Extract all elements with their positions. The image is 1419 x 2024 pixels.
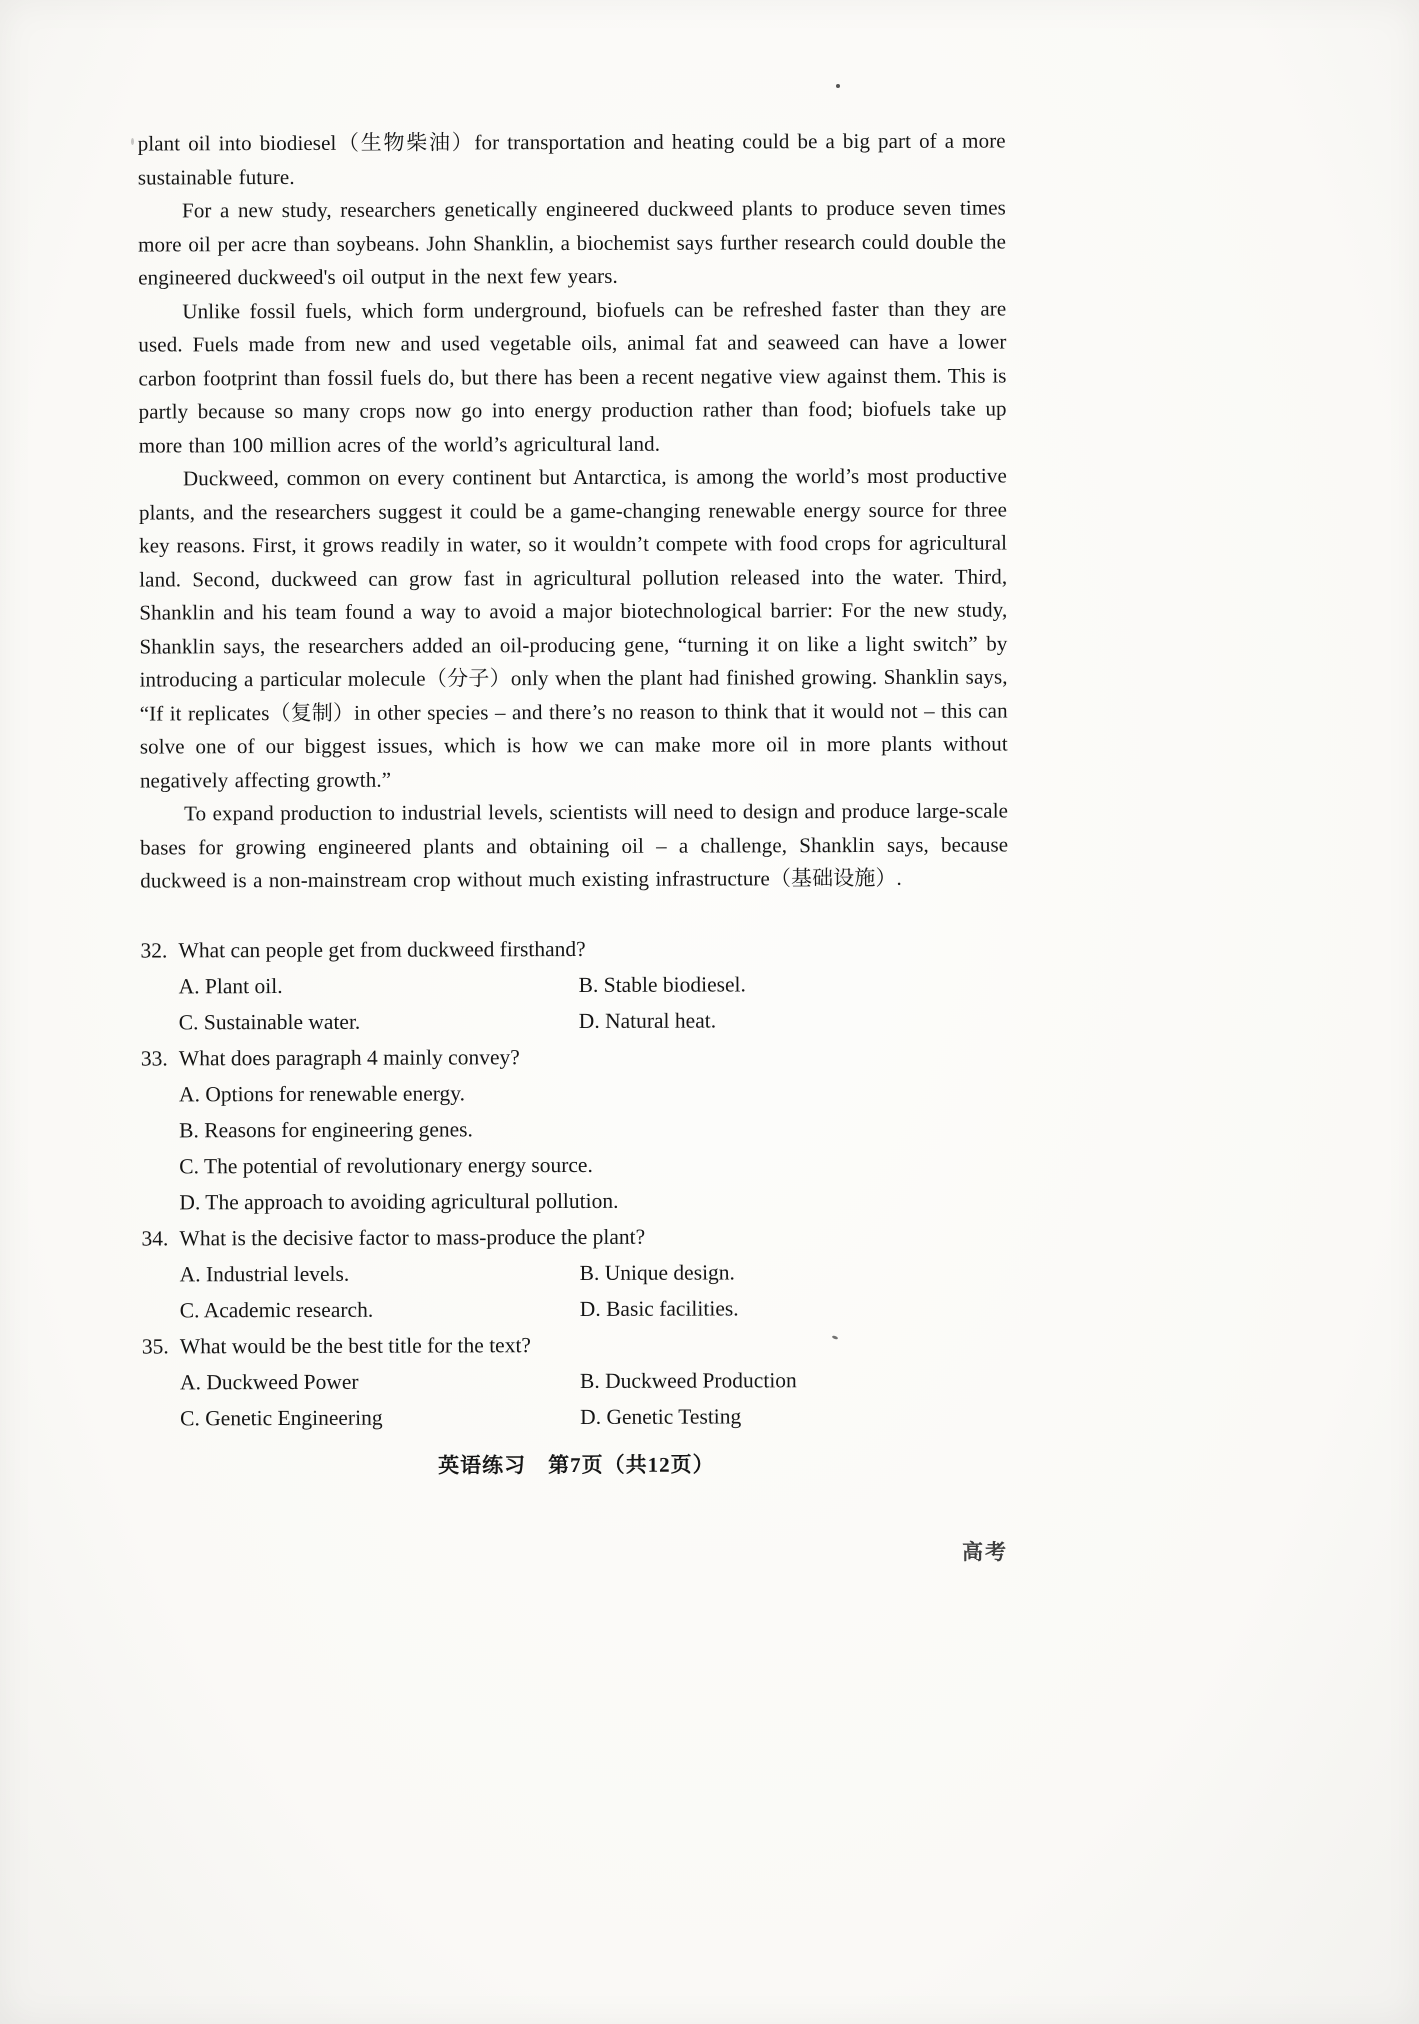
question-options	[179, 1073, 1009, 1220]
question-line	[142, 1325, 1010, 1364]
question	[141, 1037, 1010, 1220]
option: B. Reasons for engineering genes.	[179, 1116, 473, 1142]
page-content	[138, 124, 1011, 1480]
question-text: What is the decisive factor to mass-produce the plant?	[179, 1224, 646, 1250]
question-options	[179, 965, 1009, 1040]
option: A. Industrial levels.	[179, 1261, 350, 1286]
option: D. Genetic Testing	[580, 1403, 742, 1429]
option: C. Sustainable water.	[178, 1009, 361, 1034]
option: B. Unique design.	[579, 1259, 735, 1285]
question-text: What would be the best title for the text?	[179, 1332, 531, 1358]
option: B. Duckweed Production	[579, 1367, 797, 1393]
question-number: 32.	[140, 937, 168, 963]
scan-speck	[131, 138, 134, 145]
option: C. Academic research.	[179, 1297, 374, 1322]
question-line	[141, 1037, 1009, 1076]
questions	[140, 929, 1010, 1436]
question-line	[140, 929, 1008, 968]
question-line	[141, 1217, 1009, 1256]
page-footer: 英语练习 第7页（共12页）	[438, 1452, 715, 1477]
option: B. Stable biodiesel.	[578, 971, 746, 997]
question	[141, 1217, 1009, 1328]
question-number: 35.	[141, 1333, 169, 1359]
option: D. Basic facilities.	[579, 1295, 739, 1321]
question-number: 34.	[141, 1225, 169, 1251]
option: A. Plant oil.	[178, 973, 283, 998]
option: A. Options for renewable energy.	[178, 1080, 466, 1106]
passage	[138, 124, 1009, 898]
question	[140, 929, 1008, 1040]
option: D. Natural heat.	[578, 1008, 717, 1033]
question-number: 33.	[140, 1045, 168, 1071]
option: D. The approach to avoiding agricultural pollution.	[179, 1188, 619, 1214]
option: C. Genetic Engineering	[180, 1405, 383, 1430]
passage-paragraph: For a new study, researchers genetically engineered duckweed plants to produce seven times more oil per acre than soybeans. John Shanklin, a biochemist says further research could double the engineered duckweed's oil output in the next few years.	[138, 195, 1007, 290]
scan-speck	[836, 84, 840, 88]
option: C. The potential of revolutionary energy source.	[179, 1152, 593, 1178]
watermark: 高考	[962, 1541, 1008, 1564]
option: A. Duckweed Power	[179, 1369, 359, 1394]
question-options	[180, 1253, 1010, 1328]
passage-paragraph: To expand production to industrial levels, scientists will need to design and produce large-scale bases for growing engineered plants and obtaining oil – a challenge, Shanklin says, because duckweed is a non-mainstream crop without much existing infrastructure（基础设施）.	[140, 798, 1009, 893]
passage-paragraph: Duckweed, common on every continent but Antarctica, is among the world’s most productive plants, and the researchers suggest it could be a game-changing renewable energy source for three key reasons. First, it grows readily in water, so it wouldn’t compete with food crops for agricultural land. Second, duckweed can grow fast in agricultural pollution released into the water. Third, Shanklin and his team found a way to avoid a major biotechnological barrier: For the new study, Shanklin says, the researchers added an oil-producing gene, “turning it on like a light switch” by introducing a particular molecule（分子）only when the plant had finished growing. Shanklin says, “If it replicates（复制）in other species – and there’s no reason to think that it would not – this can solve one of our biggest issues, which is how we can make more oil in more plants without negatively affecting growth.”	[138, 463, 1008, 793]
question	[142, 1325, 1010, 1436]
passage-paragraph: Unlike fossil fuels, which form underground, biofuels can be refreshed faster than they are used. Fuels made from new and used vegetable oils, animal fat and seaweed can have a lower carbon footprint than fossil fuels do, but there has been a recent negative view against them. This is partly because so many crops now go into energy production rather than food; biofuels take up more than 100 million acres of the world’s agricultural land.	[138, 295, 1007, 458]
question-text: What does paragraph 4 mainly convey?	[178, 1044, 520, 1070]
passage-paragraph: plant oil into biodiesel（生物柴油）for transportation and heating could be a big part of a more sustainable future.	[137, 128, 1006, 190]
question-options	[180, 1361, 1010, 1436]
question-text: What can people get from duckweed firsthand?	[178, 936, 586, 962]
